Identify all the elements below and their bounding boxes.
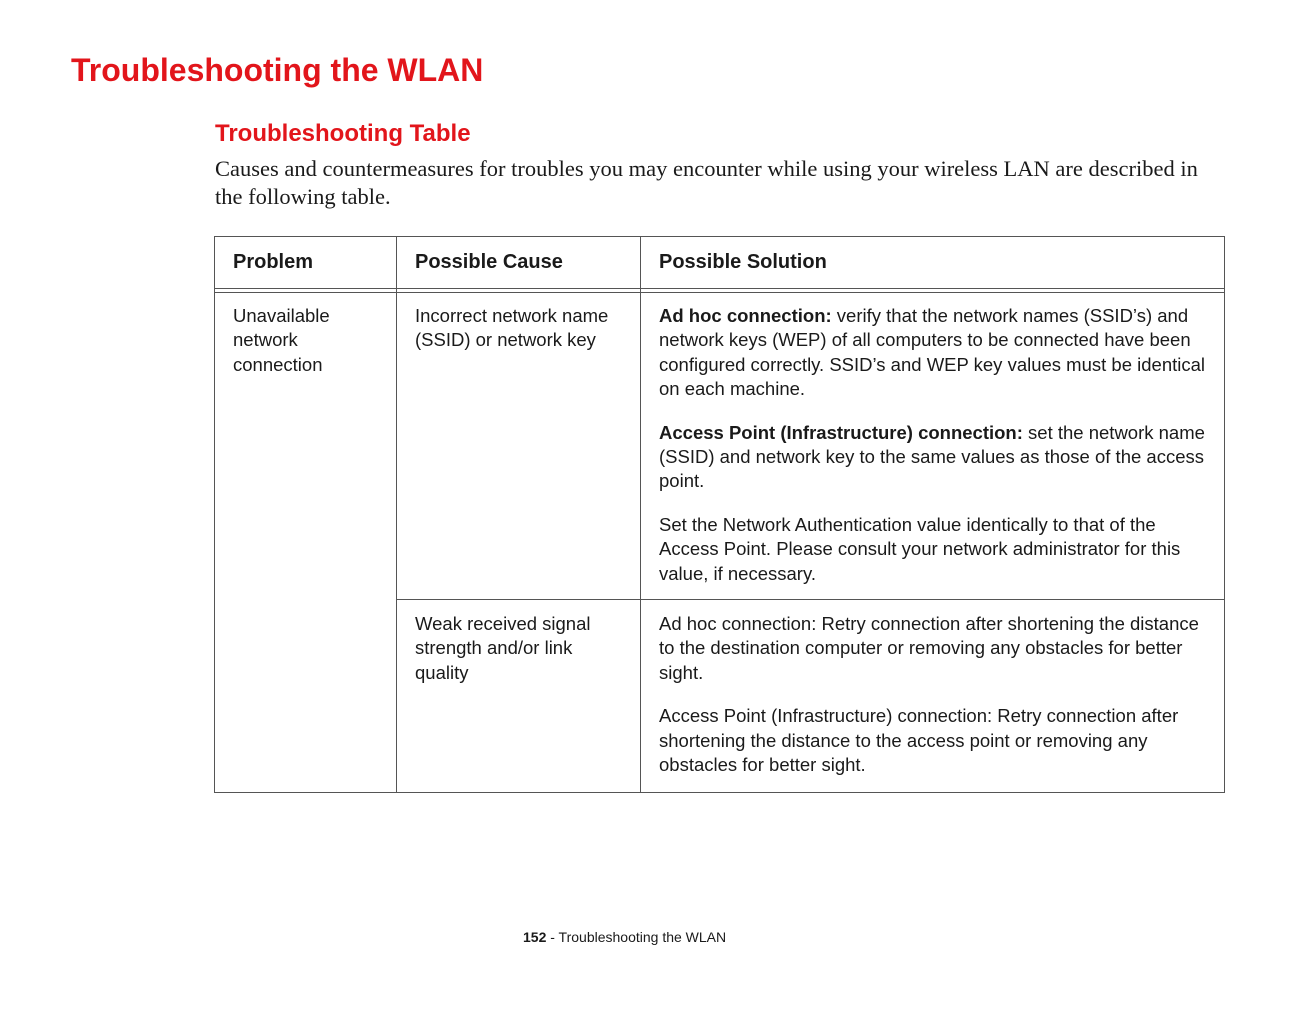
- solution-text: Access Point (Infrastructure) connection: Retry connection after shortening the distance to the access point or removing any obstacles for better sight.: [659, 705, 1179, 775]
- solution-paragraph: [659, 513, 1214, 586]
- footer-text: - Troubleshooting the WLAN: [546, 929, 727, 945]
- solution-paragraph: [659, 612, 1214, 685]
- page-number: 152: [523, 929, 547, 945]
- intro-paragraph: Causes and countermeasures for troubles you may encounter while using your wireless LAN are described in the following table.: [215, 156, 1198, 209]
- header-rule: [215, 288, 1224, 289]
- solution-cell: [659, 304, 1214, 586]
- solution-paragraph: [659, 304, 1214, 401]
- cause-cell: Weak received signal strength and/or link quality: [415, 613, 591, 683]
- solution-text: set the network name (SSID) and network key to the same values as those of the access point.: [659, 421, 1205, 492]
- header-possible-cause: Possible Cause: [415, 251, 563, 273]
- solution-bold-lead: Ad hoc connection:: [659, 305, 832, 326]
- row-divider: [396, 599, 1224, 600]
- solution-paragraph: [659, 421, 1214, 494]
- header-problem: Problem: [233, 251, 314, 273]
- cause-cell: Incorrect network name (SSID) or network key: [415, 305, 609, 351]
- solution-paragraph: [659, 704, 1214, 777]
- header-rule: [215, 292, 1224, 293]
- page-footer: [523, 929, 726, 945]
- solution-text: verify that the network names (SSID’s) and network keys (WEP) of all computers to be connected have been configured correctly. SSID’s and WEP key values must be identical on each machine.: [659, 305, 1206, 399]
- solution-text: Ad hoc connection: Retry connection after shortening the distance to the destination computer or removing any obstacles for better sight.: [659, 613, 1199, 683]
- solution-cell: [659, 612, 1214, 777]
- page-title: Troubleshooting the WLAN: [71, 52, 484, 88]
- header-possible-solution: Possible Solution: [659, 251, 827, 273]
- solution-bold-lead: Access Point (Infrastructure) connection:: [659, 421, 1023, 443]
- section-title: Troubleshooting Table: [215, 120, 471, 147]
- problem-cell: Unavailable network connection: [233, 305, 330, 375]
- column-divider: [396, 237, 397, 792]
- column-divider: [640, 237, 641, 792]
- troubleshooting-table: [214, 236, 1225, 793]
- solution-text: Set the Network Authentication value identically to that of the Access Point. Please consult your network administrator for this value, if necessary.: [659, 514, 1181, 584]
